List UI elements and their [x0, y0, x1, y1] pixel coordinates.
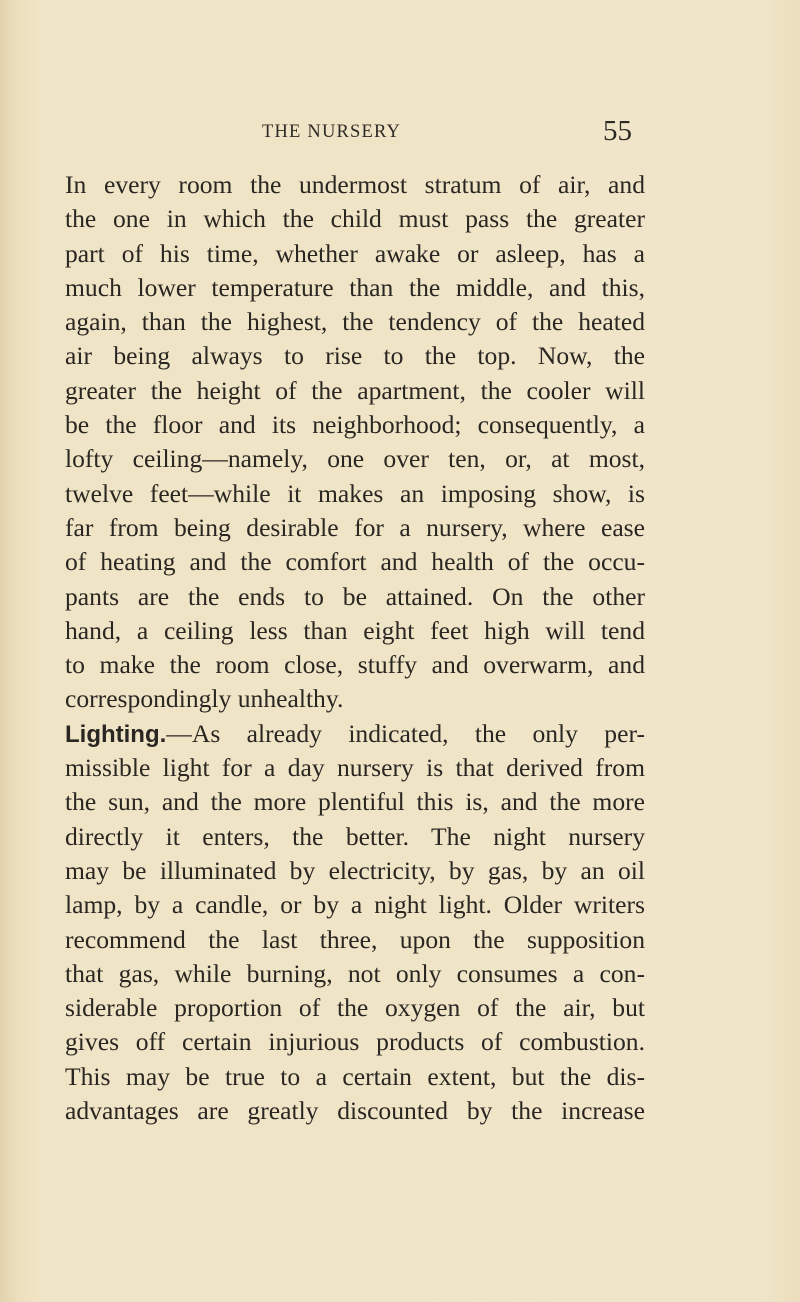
text-line: to make the room close, stuffy and overwarm, and — [65, 650, 645, 680]
text-line: lamp, by a candle, or by a night light. Older writers — [65, 890, 645, 920]
text-line: the one in which the child must pass the greater — [65, 204, 645, 234]
text-line: twelve feet—while it makes an imposing show, is — [65, 478, 645, 508]
page-number: 55 — [603, 115, 632, 147]
text-line: may be illuminated by electricity, by gas, by an oil — [65, 855, 645, 885]
text-line: much lower temperature than the middle, and this, — [65, 272, 645, 302]
text-line: recommend the last three, upon the supposition — [65, 924, 645, 954]
text-line: missible light for a day nursery is that derived from — [65, 753, 645, 783]
text-line: This may be true to a certain extent, but the dis- — [65, 1061, 645, 1091]
text-fragment: —As already indicated, the only per- — [166, 718, 645, 748]
text-line: be the floor and its neighborhood; consequently, a — [65, 410, 645, 440]
text-line: part of his time, whether awake or asleep, has a — [65, 238, 645, 268]
text-line: far from being desirable for a nursery, where ease — [65, 512, 645, 542]
text-line: of heating and the comfort and health of the occu- — [65, 547, 645, 577]
text-line: directly it enters, the better. The night nursery — [65, 821, 645, 851]
text-line: that gas, while burning, not only consumes a con- — [65, 958, 645, 988]
paragraph-lighting — [65, 717, 645, 1129]
text-line — [65, 717, 645, 751]
page-header — [0, 115, 800, 154]
text-line: greater the height of the apartment, the cooler will — [65, 375, 645, 405]
text-line: again, than the highest, the tendency of the heated — [65, 307, 645, 337]
text-line: pants are the ends to be attained. On the other — [65, 581, 645, 611]
text-line: correspondingly unhealthy. — [65, 684, 344, 714]
text-line: the sun, and the more plentiful this is, and the more — [65, 787, 645, 817]
text-line: siderable proportion of the oxygen of the air, but — [65, 993, 645, 1023]
section-heading-lighting: Lighting. — [65, 720, 167, 748]
paragraph-ceiling-height — [65, 168, 645, 717]
text-line: hand, a ceiling less than eight feet high will tend — [65, 615, 645, 645]
text-line: lofty ceiling—namely, one over ten, or, at most, — [65, 444, 645, 474]
running-head: THE NURSERY — [262, 122, 402, 142]
text-line: gives off certain injurious products of combustion. — [65, 1027, 645, 1057]
body-text — [65, 168, 645, 1128]
text-line: advantages are greatly discounted by the increase — [65, 1096, 645, 1126]
text-line: air being always to rise to the top. Now, the — [65, 341, 645, 371]
text-line: In every room the undermost stratum of air, and — [65, 170, 645, 199]
